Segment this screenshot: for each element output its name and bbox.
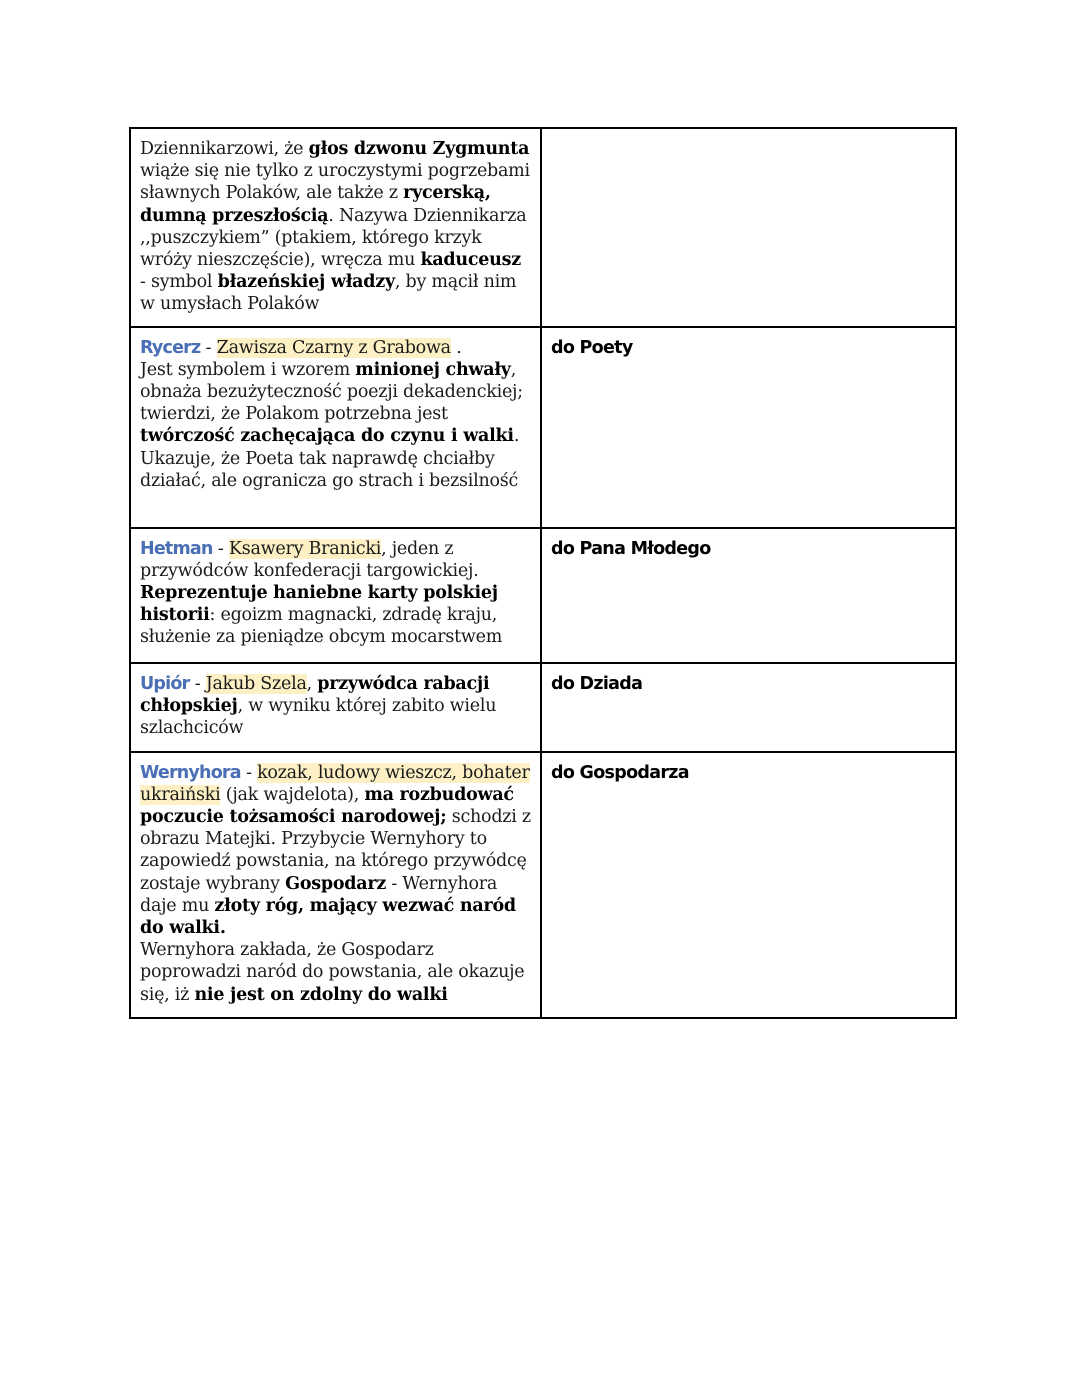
- addressee-cell: do Pana Młodego: [541, 528, 956, 663]
- bold-text: rycerską, dumną przeszłością: [140, 183, 491, 226]
- text-run: .: [450, 337, 462, 358]
- text-run: schodzi z obrazu Matejki. Przybycie Wernyhory to zapowiedź powstania, na którego przywódcę zostaje wybrany: [140, 807, 531, 894]
- table-row: [130, 528, 956, 663]
- text-run: (jak wajdelota),: [220, 784, 365, 805]
- character-table: [129, 127, 957, 1019]
- text-run: . Nazywa Dziennikarza ,,puszczykiem” (ptakiem, którego krzyk wróży nieszczęście), wręcza mu: [140, 205, 527, 271]
- text-run: - symbol: [140, 272, 218, 293]
- text-run: , by mącił nim w umysłach Polaków: [140, 272, 517, 315]
- text-run: , obnaża bezużyteczność poezji dekadenckiej; twierdzi, że Polakom potrzebna jest: [140, 359, 523, 425]
- character-name: Upiór: [140, 673, 190, 694]
- text-run: -: [212, 538, 229, 559]
- highlighted-text: Zawisza Czarny z Grabowa: [216, 337, 451, 358]
- text-run: , w wyniku której zabito wielu szlachciców: [140, 695, 497, 739]
- bold-text: Reprezentuje haniebne karty polskiej historii: [140, 583, 498, 626]
- character-description: [130, 128, 541, 327]
- bold-text: głos dzwonu Zygmunta: [308, 139, 530, 159]
- character-name: Wernyhora: [140, 762, 241, 783]
- bold-text: twórczość zachęcająca do czynu i walki: [140, 426, 514, 447]
- bold-text: Gospodarz: [285, 873, 387, 894]
- text-run: -: [189, 673, 206, 694]
- text-run: Wernyhora zakłada, że Gospodarz poprowadzi naród do powstania, ale okazuje się, iż: [140, 940, 525, 1005]
- bold-text: ma rozbudować poczucie tożsamości narodowej;: [140, 784, 514, 828]
- character-description: [130, 752, 541, 1018]
- bold-text: nie jest on zdolny do walki: [194, 984, 448, 1005]
- character-name: Hetman: [140, 538, 213, 559]
- addressee-cell: do Poety: [541, 327, 956, 528]
- table-row: [130, 327, 956, 528]
- addressee-cell: do Dziada: [541, 663, 956, 752]
- text-run: - Wernyhora daje mu: [140, 873, 498, 916]
- bold-text: błazeńskiej władzy: [217, 272, 395, 293]
- text-run: Dziennikarzowi, że: [140, 139, 309, 159]
- bold-text: minionej chwały: [355, 359, 511, 380]
- table-row: [130, 752, 956, 1018]
- bold-text: kaduceusz: [420, 250, 521, 271]
- highlighted-text: kozak, ludowy wieszcz, bohater ukraiński: [140, 762, 530, 805]
- text-run: wiąże się nie tylko z uroczystymi pogrzebami sławnych Polaków, ale także z: [140, 161, 530, 204]
- bold-text: złoty róg, mający wezwać naród do walki.: [140, 895, 516, 939]
- text-run: : egoizm magnacki, zdradę kraju, służenie za pieniądze obcym mocarstwem: [140, 605, 503, 648]
- text-run: -: [200, 337, 217, 358]
- addressee-cell: do Gospodarza: [541, 752, 956, 1018]
- text-run: -: [240, 762, 258, 783]
- highlighted-text: Ksawery Branicki: [228, 538, 382, 559]
- text-run: Jest symbolem i wzorem: [140, 359, 356, 380]
- text-run: ,: [306, 673, 318, 694]
- character-description: [130, 663, 541, 752]
- text-run: , jeden z przywódców konfederacji targowickiej.: [140, 538, 479, 581]
- character-name: Rycerz: [140, 337, 201, 358]
- addressee-cell: [541, 128, 956, 327]
- character-description: [130, 327, 541, 528]
- bold-text: przywódca rabacji chłopskiej: [140, 673, 490, 716]
- table-row: [130, 663, 956, 752]
- table-row: [130, 128, 956, 327]
- text-run: . Ukazuje, że Poeta tak naprawdę chciałby działać, ale ogranicza go strach i bezsilność: [140, 426, 520, 491]
- highlighted-text: Jakub Szela: [205, 673, 307, 694]
- character-description: [130, 528, 541, 663]
